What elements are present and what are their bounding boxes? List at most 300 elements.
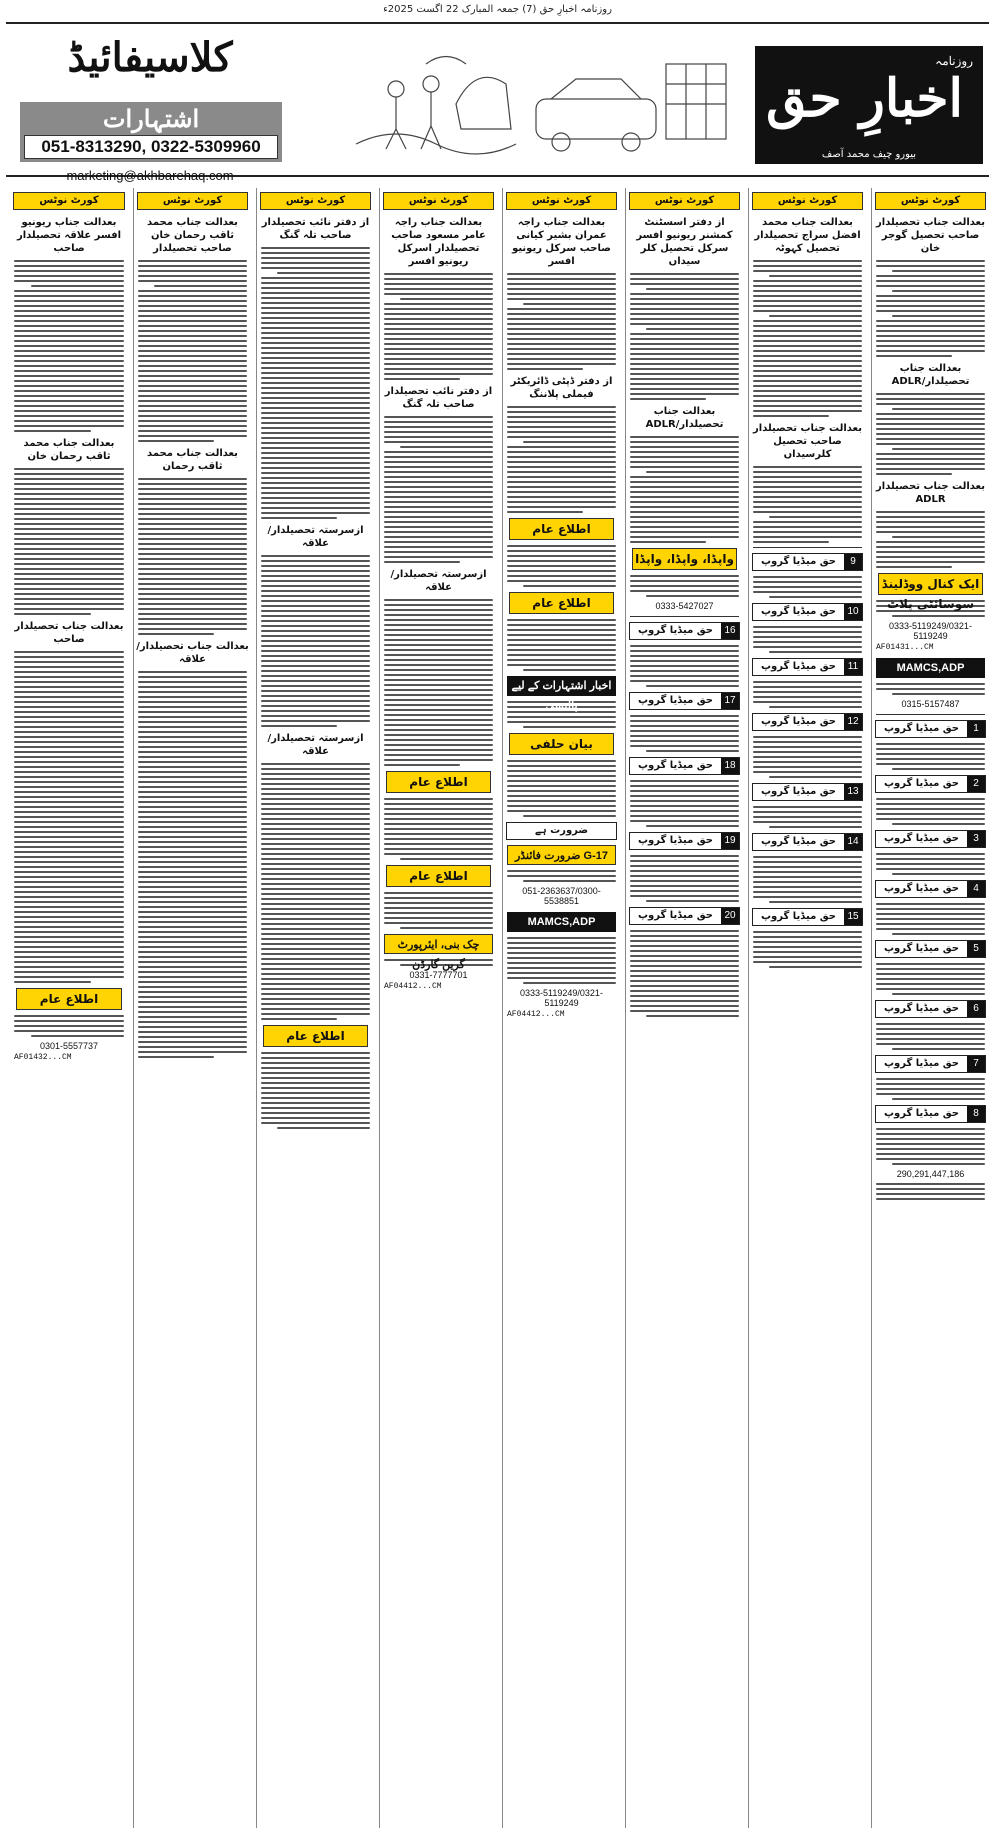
text-line (630, 506, 739, 508)
text-line (261, 570, 370, 572)
text-line (14, 861, 124, 863)
ad-number: 15 (844, 909, 862, 925)
text-line (14, 706, 124, 708)
text-line (384, 441, 493, 443)
text-line (523, 303, 616, 305)
text-line (753, 876, 862, 878)
text-line (769, 275, 862, 277)
text-line (630, 585, 739, 587)
text-line (507, 293, 616, 295)
media-group-ad-1 (875, 720, 986, 738)
text-line (261, 610, 370, 612)
text-line (384, 749, 493, 751)
text-line (876, 1148, 985, 1150)
text-line (261, 943, 370, 945)
text-line (753, 861, 862, 863)
text-line (14, 951, 124, 953)
text-line (138, 766, 247, 768)
ad-number: 9 (844, 554, 862, 570)
text-line (31, 1035, 125, 1037)
notice-title: بعدالت جناب تحصیلدار/علاقہ (136, 641, 249, 665)
ad-label: حق میڈیا گروپ (760, 606, 837, 617)
text-line (261, 347, 370, 349)
text-line (507, 629, 616, 631)
text-line (753, 761, 862, 763)
text-line (630, 960, 739, 962)
public-notice-header: اطلاع عام (16, 988, 122, 1010)
notice-body (749, 931, 866, 968)
text-line (876, 511, 985, 513)
text-line (384, 759, 493, 761)
text-line (14, 656, 124, 658)
text-line (261, 883, 370, 885)
text-line (876, 868, 985, 870)
text-line (630, 890, 739, 892)
text-line (876, 1023, 985, 1025)
notice-body (872, 743, 989, 770)
notice-title: ازسرستہ تحصیلدار/علاقہ (390, 569, 487, 593)
text-line (14, 295, 124, 297)
text-line (14, 666, 124, 668)
text-line (138, 761, 247, 763)
text-line (876, 1183, 985, 1185)
text-line (507, 565, 616, 567)
media-group-ad-8 (875, 1105, 986, 1123)
text-line (138, 751, 247, 753)
text-line (876, 355, 952, 357)
text-line (630, 496, 739, 498)
media-group-ad-5 (875, 940, 986, 958)
text-line (384, 649, 493, 651)
text-line (753, 751, 862, 753)
text-line (753, 325, 862, 327)
notice-body (257, 555, 374, 727)
text-line (261, 803, 370, 805)
text-line (507, 446, 616, 448)
text-line (14, 380, 124, 382)
public-notice-header: اطلاع عام (509, 518, 614, 540)
text-line (14, 906, 124, 908)
divider (753, 547, 862, 548)
text-line (753, 951, 862, 953)
affidavit-header: بیان حلفی (509, 733, 614, 755)
text-line (261, 953, 370, 955)
text-line (630, 820, 739, 822)
text-line (261, 1122, 370, 1124)
text-line (630, 373, 739, 375)
text-line (753, 285, 862, 287)
text-line (261, 695, 370, 697)
text-line (14, 891, 124, 893)
text-line (876, 1038, 985, 1040)
text-line (14, 691, 124, 693)
text-line (876, 320, 985, 322)
notice-title: از دفتر نائب تحصیلدار صاحب تلہ گنگ (384, 386, 493, 410)
text-line (138, 926, 247, 928)
text-line (507, 481, 616, 483)
ads-band (20, 102, 282, 162)
column-header: کورٹ نوٹس (506, 192, 617, 210)
text-line (138, 786, 247, 788)
text-line (138, 826, 247, 828)
text-line (384, 609, 493, 611)
text-line (507, 506, 616, 508)
media-group-ad-2 (875, 775, 986, 793)
text-line (876, 928, 985, 930)
media-group-ad-11 (752, 658, 863, 676)
text-line (138, 1016, 247, 1018)
text-line (753, 896, 862, 898)
text-line (261, 813, 370, 815)
text-line (630, 491, 739, 493)
text-line (753, 646, 862, 648)
text-line (14, 335, 124, 337)
text-line (14, 921, 124, 923)
text-line (261, 635, 370, 637)
text-line (769, 776, 862, 778)
notice-body (872, 798, 989, 825)
text-line (14, 400, 124, 402)
text-line (138, 483, 247, 485)
text-line (753, 476, 862, 478)
text-line (14, 766, 124, 768)
text-line (769, 596, 862, 598)
text-line (876, 683, 985, 685)
text-line (14, 761, 124, 763)
text-line (31, 285, 125, 287)
text-line (630, 278, 739, 280)
text-line (14, 716, 124, 718)
text-line (753, 576, 862, 578)
text-line (138, 896, 247, 898)
text-line (14, 786, 124, 788)
text-line (876, 808, 985, 810)
text-line (876, 753, 985, 755)
text-line (630, 338, 739, 340)
text-line (630, 885, 739, 887)
text-line (14, 651, 124, 653)
text-line (507, 511, 583, 513)
text-line (753, 961, 862, 963)
text-line (876, 758, 985, 760)
text-line (261, 1102, 370, 1104)
text-line (384, 451, 493, 453)
text-line (876, 803, 985, 805)
text-line (261, 560, 370, 562)
text-line (261, 447, 370, 449)
text-line (507, 644, 616, 646)
text-line (876, 1158, 985, 1160)
text-line (14, 831, 124, 833)
text-line (14, 866, 124, 868)
text-line (630, 880, 739, 882)
text-line (507, 570, 616, 572)
text-line (14, 711, 124, 713)
notice-body (503, 870, 620, 882)
text-line (630, 730, 739, 732)
text-line (876, 310, 985, 312)
text-line (384, 303, 493, 305)
text-line (384, 897, 493, 899)
text-line (138, 558, 247, 560)
text-line (507, 654, 616, 656)
text-line (14, 310, 124, 312)
green-garden-phone: 0331-7777701 (409, 970, 468, 980)
text-line (630, 860, 739, 862)
text-line (138, 390, 247, 392)
text-line (630, 940, 739, 942)
text-line (646, 595, 739, 597)
text-line (753, 345, 862, 347)
text-line (138, 1046, 247, 1048)
text-line (261, 660, 370, 662)
text-line (261, 457, 370, 459)
text-line (14, 826, 124, 828)
text-line (14, 801, 124, 803)
text-line (630, 985, 739, 987)
text-line (630, 383, 739, 385)
media-group-ad-13 (752, 783, 863, 801)
text-line (138, 876, 247, 878)
text-line (507, 659, 616, 661)
text-line (753, 415, 829, 417)
text-line (876, 428, 985, 430)
notice-body (749, 681, 866, 708)
text-line (384, 526, 493, 528)
notice-body (872, 260, 989, 357)
notice-body (626, 930, 743, 1017)
text-line (507, 353, 616, 355)
wapda-ad-header: واپڈا، واپڈا، واپڈا (632, 548, 737, 570)
text-line (384, 471, 493, 473)
text-line (507, 942, 616, 944)
text-line (261, 725, 337, 727)
text-line (507, 977, 616, 979)
text-line (384, 739, 493, 741)
text-line (630, 815, 739, 817)
notice-body (10, 651, 128, 983)
text-line (523, 726, 616, 728)
text-line (384, 431, 493, 433)
text-line (384, 828, 493, 830)
text-line (876, 1198, 985, 1200)
text-line (753, 511, 862, 513)
text-line (753, 270, 862, 272)
text-line (14, 946, 124, 948)
text-line (138, 533, 247, 535)
text-line (14, 781, 124, 783)
text-line (384, 358, 493, 360)
text-line (630, 1010, 739, 1012)
text-line (14, 410, 124, 412)
text-line (138, 568, 247, 570)
media-group-ad-14 (752, 833, 863, 851)
ad-number: 7 (967, 1056, 985, 1072)
text-line (876, 468, 985, 470)
text-line (14, 265, 124, 267)
mamcs-phone: 0315-5157487 (901, 699, 960, 709)
notice-title: بعدالت جناب محمد افضل سراج تحصیلدار تحصیل کہوٹہ (754, 217, 861, 254)
text-line (261, 778, 370, 780)
text-line (630, 740, 739, 742)
text-line (261, 267, 370, 269)
text-line (507, 491, 616, 493)
text-line (384, 818, 493, 820)
text-line (892, 408, 985, 410)
text-line (261, 938, 370, 940)
text-line (876, 748, 985, 750)
text-line (261, 630, 370, 632)
text-line (261, 898, 370, 900)
text-line (876, 551, 985, 553)
text-line (14, 1030, 124, 1032)
column-header: کورٹ نوٹس (629, 192, 740, 210)
text-line (138, 671, 247, 673)
text-line (138, 776, 247, 778)
text-line (261, 1057, 370, 1059)
text-line (507, 952, 616, 954)
text-line (892, 933, 985, 935)
text-line (876, 818, 985, 820)
ad-label: حق میڈیا گروپ (760, 661, 837, 672)
text-line (753, 686, 862, 688)
text-line (138, 395, 247, 397)
text-line (261, 362, 370, 364)
text-line (507, 358, 616, 360)
text-line (384, 466, 493, 468)
text-line (523, 815, 616, 817)
text-line (384, 833, 493, 835)
text-line (630, 975, 739, 977)
text-line (507, 318, 616, 320)
text-line (138, 991, 247, 993)
text-line (630, 456, 739, 458)
text-line (876, 531, 985, 533)
text-line (753, 946, 862, 948)
text-line (876, 393, 985, 395)
text-line (384, 521, 493, 523)
mamcs-phone: 0333-5119249/0321-5119249 (520, 988, 603, 1008)
text-line (876, 413, 985, 415)
text-line (138, 811, 247, 813)
text-line (14, 751, 124, 753)
notice-title: بعدالت جناب تحصیلدار صاحب تحصیل گوجر خان (876, 217, 985, 254)
text-line (507, 875, 616, 877)
text-line (138, 370, 247, 372)
text-line (753, 531, 862, 533)
text-line (384, 416, 493, 418)
text-line (630, 348, 739, 350)
text-line (138, 290, 247, 292)
text-line (507, 760, 616, 762)
text-line (630, 745, 739, 747)
text-line (138, 1011, 247, 1013)
text-line (138, 756, 247, 758)
text-line (630, 735, 739, 737)
text-line (261, 968, 370, 970)
text-line (753, 385, 862, 387)
text-line (14, 523, 124, 525)
text-line (507, 550, 616, 552)
text-line (138, 691, 247, 693)
text-line (261, 983, 370, 985)
text-line (261, 492, 370, 494)
masthead (6, 22, 989, 183)
text-line (138, 946, 247, 948)
notice-body (872, 963, 989, 995)
green-garden-ad-header: چک بنی، ایئرپورٹ گرین گارڈن (384, 934, 493, 954)
text-line (630, 1005, 739, 1007)
text-line (630, 388, 739, 390)
text-line (892, 615, 985, 617)
text-line (753, 746, 862, 748)
text-line (384, 288, 493, 290)
contact-email[interactable]: marketing@akhbarehaq.com (66, 168, 234, 183)
text-line (630, 965, 739, 967)
text-line (384, 293, 493, 295)
text-line (630, 590, 739, 592)
text-line (876, 458, 985, 460)
text-line (261, 605, 370, 607)
text-line (384, 353, 493, 355)
column-header: کورٹ نوٹس (752, 192, 863, 210)
text-line (138, 681, 247, 683)
text-line (630, 368, 739, 370)
ad-number: 11 (844, 659, 862, 675)
text-line (138, 603, 247, 605)
text-line (384, 541, 493, 543)
text-line (261, 808, 370, 810)
text-line (384, 323, 493, 325)
text-line (876, 1043, 985, 1045)
text-line (138, 583, 247, 585)
text-line (261, 352, 370, 354)
text-line (753, 265, 862, 267)
text-line (261, 277, 370, 279)
text-line (138, 613, 247, 615)
text-line (138, 503, 247, 505)
text-line (261, 655, 370, 657)
ad-label: حق میڈیا گروپ (760, 786, 837, 797)
text-line (876, 903, 985, 905)
text-line (384, 348, 493, 350)
text-line (261, 427, 370, 429)
notice-title: بعدالت جناب راجہ عمران بشیر کیانی صاحب سرکل ریونیو افسر (512, 217, 611, 267)
text-line (138, 380, 247, 382)
text-line (14, 931, 124, 933)
text-line (261, 1117, 370, 1119)
text-line (14, 701, 124, 703)
text-line (14, 876, 124, 878)
text-line (876, 978, 985, 980)
text-line (261, 595, 370, 597)
text-line (876, 743, 985, 745)
notice-body (626, 645, 743, 687)
ad-label: حق میڈیا گروپ (883, 1003, 960, 1014)
notice-body (749, 736, 866, 778)
text-line (507, 426, 616, 428)
notice-body (380, 892, 497, 929)
notice-title: بعدالت جناب محمد ثاقب رحمان خان صاحب تحصیلدار (147, 217, 238, 254)
media-group-ad-6 (875, 1000, 986, 1018)
text-line (261, 1087, 370, 1089)
ad-label: حق میڈیا گروپ (760, 716, 837, 727)
text-line (876, 798, 985, 800)
text-line (630, 536, 739, 538)
text-line (138, 976, 247, 978)
text-line (261, 763, 370, 765)
notice-title: بعدالت جناب محمد ثاقب رحمان خان (23, 438, 115, 462)
